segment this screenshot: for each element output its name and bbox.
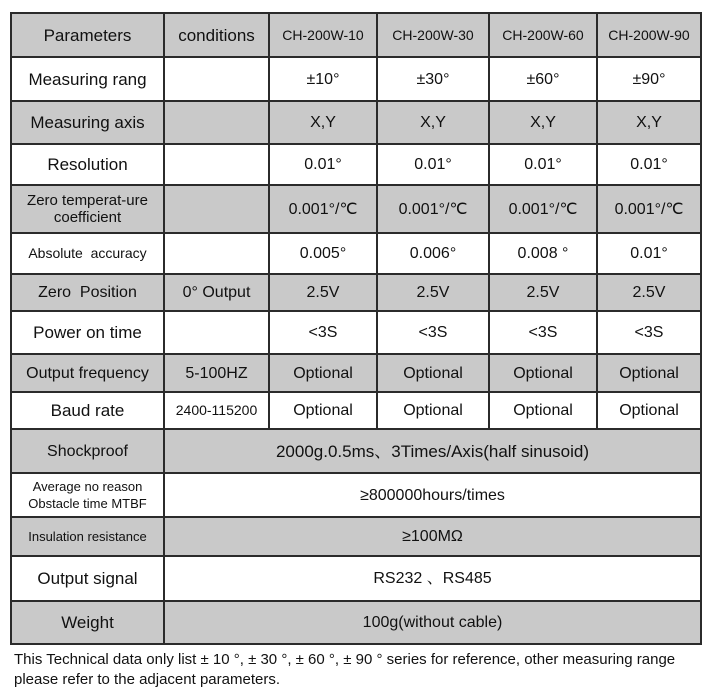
row-param: Weight <box>11 601 164 644</box>
row-value: X,Y <box>269 101 377 144</box>
row-value: X,Y <box>489 101 597 144</box>
row-param: Zero Position <box>11 274 164 311</box>
row-condition <box>164 57 269 101</box>
row-param: Absolute accuracy <box>11 233 164 274</box>
footnote: This Technical data only list ± 10 °, ± 30 °, ± 60 °, ± 90 ° series for reference, other measuring range please refer to the adjacent parameters. <box>14 651 676 688</box>
row-value: 2.5V <box>377 274 489 311</box>
header-model: CH-200W-10 <box>269 13 377 57</box>
header-model: CH-200W-60 <box>489 13 597 57</box>
row-value: 0.008 ° <box>489 233 597 274</box>
row-value: 0.01° <box>489 144 597 185</box>
row-value: <3S <box>597 311 701 354</box>
merged-value: 100g(without cable) <box>164 601 701 644</box>
row-value: 0.001°/℃ <box>489 185 597 233</box>
table-row <box>11 233 701 274</box>
row-value: Optional <box>269 354 377 392</box>
row-value: Optional <box>269 392 377 429</box>
row-value: 0.01° <box>597 233 701 274</box>
table-row <box>11 101 701 144</box>
merged-row <box>11 429 701 473</box>
merged-row <box>11 517 701 556</box>
row-value: <3S <box>377 311 489 354</box>
row-value: X,Y <box>377 101 489 144</box>
table-row <box>11 144 701 185</box>
row-value: <3S <box>489 311 597 354</box>
row-condition <box>164 311 269 354</box>
row-value: 2.5V <box>597 274 701 311</box>
row-value: ±60° <box>489 57 597 101</box>
row-value: 0.01° <box>597 144 701 185</box>
merged-value: 2000g.0.5ms、3Times/Axis(half sinusoid) <box>164 429 701 473</box>
row-condition <box>164 101 269 144</box>
header-model: CH-200W-90 <box>597 13 701 57</box>
row-param: Insulation resistance <box>11 517 164 556</box>
row-value: Optional <box>489 354 597 392</box>
row-value: Optional <box>489 392 597 429</box>
table-row <box>11 185 701 233</box>
merged-value: RS232 、RS485 <box>164 556 701 601</box>
row-value: Optional <box>597 354 701 392</box>
header-conditions: conditions <box>164 13 269 57</box>
row-value: 2.5V <box>269 274 377 311</box>
row-param: Output frequency <box>11 354 164 392</box>
row-param: Resolution <box>11 144 164 185</box>
header-row <box>11 13 701 57</box>
row-value: 0.01° <box>377 144 489 185</box>
table-row <box>11 392 701 429</box>
spec-table <box>10 12 702 645</box>
table-row <box>11 274 701 311</box>
row-param: Measuring rang <box>11 57 164 101</box>
row-value: 0.01° <box>269 144 377 185</box>
table-row <box>11 57 701 101</box>
merged-value: ≥100MΩ <box>164 517 701 556</box>
header-parameters: Parameters <box>11 13 164 57</box>
row-param: Zero temperat-ure coefficient <box>11 185 164 233</box>
row-value: 0.001°/℃ <box>597 185 701 233</box>
row-value: 0.005° <box>269 233 377 274</box>
row-condition <box>164 233 269 274</box>
row-value: <3S <box>269 311 377 354</box>
row-value: X,Y <box>597 101 701 144</box>
row-param: Measuring axis <box>11 101 164 144</box>
row-value: ±90° <box>597 57 701 101</box>
header-model: CH-200W-30 <box>377 13 489 57</box>
row-param: Baud rate <box>11 392 164 429</box>
row-condition: 5-100HZ <box>164 354 269 392</box>
row-value: 0.001°/℃ <box>269 185 377 233</box>
row-condition <box>164 185 269 233</box>
row-condition <box>164 144 269 185</box>
row-value: ±30° <box>377 57 489 101</box>
row-value: Optional <box>377 354 489 392</box>
merged-value: ≥800000hours/times <box>164 473 701 517</box>
row-value: Optional <box>377 392 489 429</box>
merged-row <box>11 473 701 517</box>
row-value: ±10° <box>269 57 377 101</box>
table-row <box>11 354 701 392</box>
row-param: Power on time <box>11 311 164 354</box>
row-value: 0.001°/℃ <box>377 185 489 233</box>
table-row <box>11 311 701 354</box>
row-param: Average no reason Obstacle time MTBF <box>11 473 164 517</box>
row-value: 0.006° <box>377 233 489 274</box>
row-param: Output signal <box>11 556 164 601</box>
row-condition: 0° Output <box>164 274 269 311</box>
row-condition: 2400-115200 <box>164 392 269 429</box>
merged-row <box>11 556 701 601</box>
row-param: Shockproof <box>11 429 164 473</box>
merged-row <box>11 601 701 644</box>
row-value: Optional <box>597 392 701 429</box>
row-value: 2.5V <box>489 274 597 311</box>
